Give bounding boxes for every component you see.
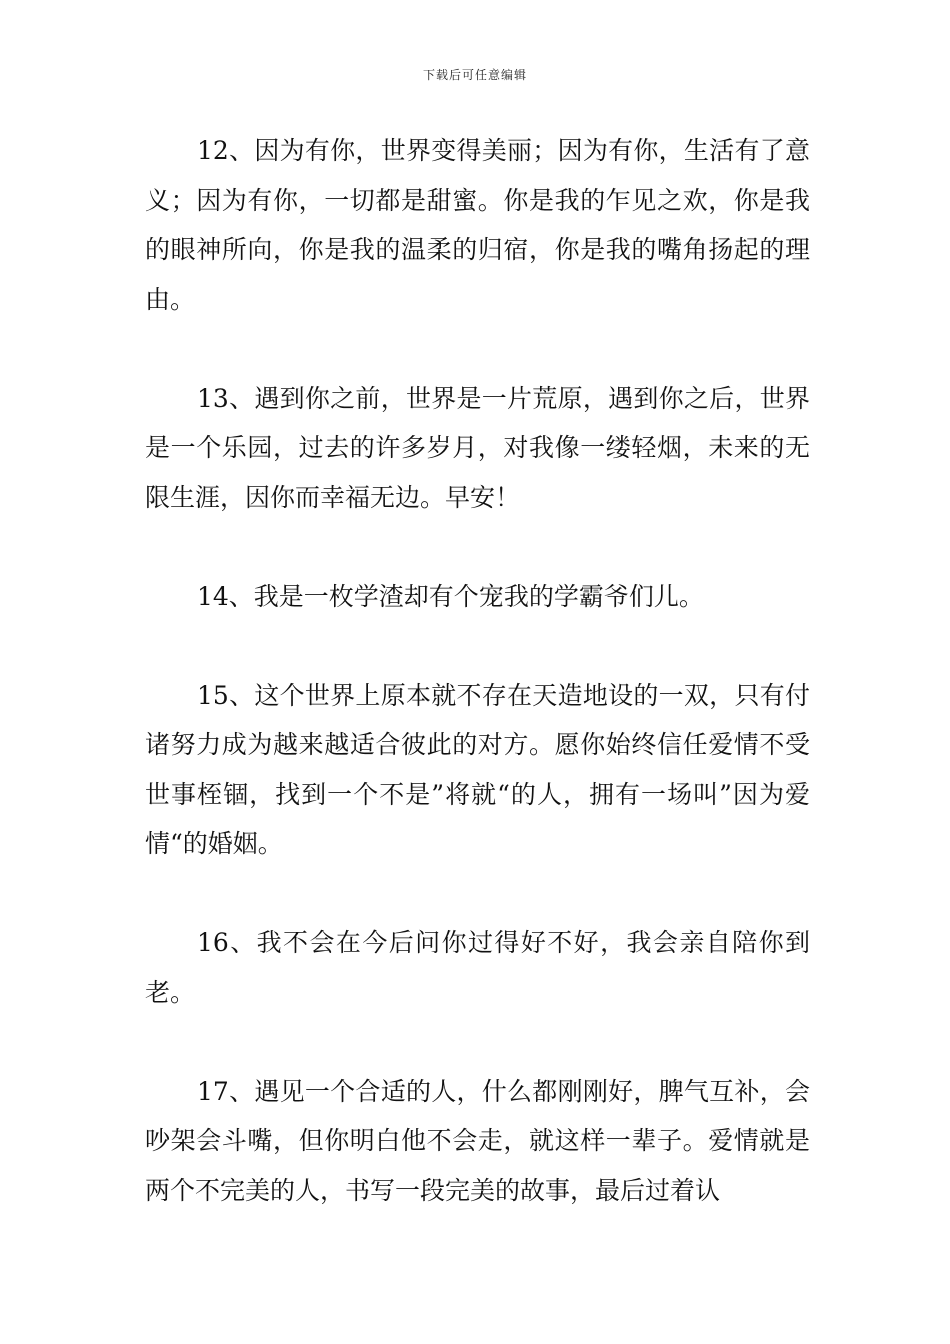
paragraph-13: 13、遇到你之前，世界是一片荒原，遇到你之后，世界是一个乐园，过去的许多岁月，对我像一缕轻烟，未来的无限生涯，因你而幸福无边。早安！ — [145, 383, 810, 512]
paragraph-15: 15、这个世界上原本就不存在天造地设的一双，只有付诸努力成为越来越适合彼此的对方。愿你始终信任爱情不受世事桎锢，找到一个不是”将就“的人，拥有一场叫”因为爱情“的婚姻。 — [145, 680, 810, 858]
paragraph-16: 16、我不会在今后问你过得好不好，我会亲自陪你到老。 — [145, 928, 810, 1007]
page-header: 下载后可任意编辑 — [422, 68, 527, 82]
paragraph-17: 17、遇见一个合适的人，什么都刚刚好，脾气互补，会吵架会斗嘴，但你明白他不会走，就这样一辈子。爱情就是两个不完美的人，书写一段完美的故事，最后过着认 — [145, 1076, 810, 1205]
paragraph-12: 12、因为有你，世界变得美丽；因为有你，生活有了意义；因为有你，一切都是甜蜜。你是我的乍见之欢，你是我的眼神所向，你是我的温柔的归宿，你是我的嘴角扬起的理由。 — [145, 136, 810, 314]
paragraph-14: 14、我是一枚学渣却有个宠我的学霸爷们儿。 — [197, 581, 704, 611]
document-body — [145, 126, 810, 1215]
